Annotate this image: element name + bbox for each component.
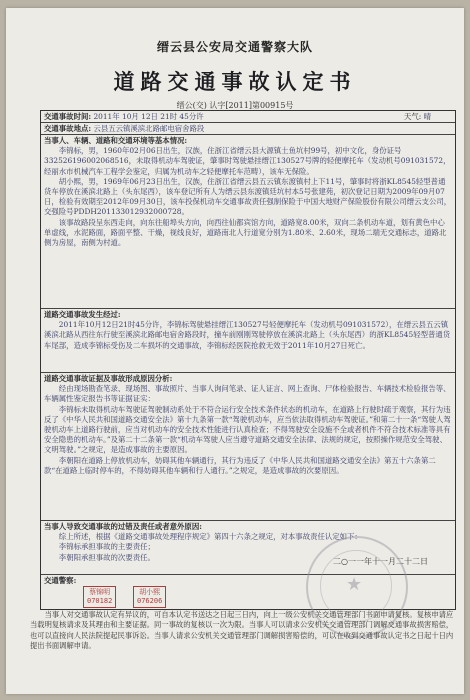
row-evidence (41, 373, 455, 521)
evidence-text-3: 李朝阳在道路上停放机动车，妨碍其他车辆通行，其行为违反了《中华人民共和国道路交通安全法》第五十六条第二款“在道路上临时停车的，不得妨碍其他车辆和行人通行。”之规定，是造成事故的次要原因。 (44, 455, 436, 475)
process-text: 2011年10月12日21时45分许，李锦标驾驶悬挂缙江130527号轻便摩托车（发动机号091031572），在缙云县五云镇溪滨北路从西往东行驶至溪滨北路邮电宿舍路段时，撞车前刚刚驾驶停放在溪滨北路上（头东尾西）的浙KL8545轻型普通货车尾部，造成李锦标受伤及二车损坏的交通事故，李锦标经医院抢救无效于2011年10月27日死亡。 (44, 320, 451, 350)
place-label: 交通事故地点: (44, 124, 92, 133)
row-parties (41, 135, 455, 309)
responsibility-text-3: 李朝阳承担事故的次要责任。 (58, 552, 155, 562)
row-time (41, 111, 455, 123)
time-label: 交通事故时间: (44, 112, 92, 121)
row-place (41, 123, 455, 135)
officer-1-badge: 070182 (87, 597, 113, 605)
officer-1-name: 蔡锦明 (89, 588, 111, 596)
officer-2-name: 胡小熙 (139, 588, 161, 596)
officer-2-badge: 076206 (137, 597, 163, 605)
appeal-notice: 当事人对交通事故认定有异议的，可自本认定书送达之日起三日内，向上一级公安机关交通管理部门书面申请复核。复核申请应当载明复核请求及其理由和主要证据。同一事故的复核以一次为限。当事人可以请求公安机关交通管理部门调解交通事故损害赔偿，也可以直接向人民法院提起民事诉讼。当事人请求公安机关交通管理部门调解损害赔偿的，可以在收到交通事故认定书之日起十日内提出书面调解申请。 (30, 610, 454, 650)
weather-label: 天气: (403, 112, 422, 121)
officer-stamp-2 (133, 586, 166, 608)
document-number: 缙公(交) 认字[2011]第00915号 (176, 101, 294, 110)
responsibility-text-2: 李锦标承担事故的主要责任； (58, 542, 155, 552)
process-heading: 道路交通事故发生经过: (44, 310, 121, 319)
accident-table (40, 110, 456, 610)
signatures-heading: 交通警察: (44, 576, 77, 585)
road-conditions-text: 该事故路段呈东西走向，向东往船埠头方向，向西往仙都宾馆方向，道路宽8.00米，双向二条机动车道，划有黄色中心单虚线，水泥路面，路面平整、干燥，视线良好，道路南北人行道宽分别为1.80米、2.60米，现场二端无交通标志，道路北侧为房屋，南侧为村道。 (44, 217, 447, 248)
party-1-text: 李锦标，男，1960年02月06日出生，汉族，住浙江省缙云县大源镇土鱼坑村99号，初中文化，身份证号332526196002068516，未取得机动车驾驶证，肇事时驾驶悬挂缙江130527号牌的轻便摩托车（发动机号091031572，经丽水市机械汽车工程学会鉴定，归属为机动车之轻便摩托车范畴），该车无保险。 (44, 146, 451, 176)
evidence-text-1: 经由现场勘查笔录、现场图、事故照片、当事人询问笔录、证人证言、网上查询、尸体检验报告、车辆技术检验报告等、车辆属性鉴定报告书等证据证实： (44, 384, 451, 404)
weather-cell (404, 112, 431, 122)
evidence-heading: 道路交通事故证据及事故形成原因分析: (44, 374, 173, 383)
parties-heading: 当事人、车辆、道路和交通环境等基本情况: (44, 136, 188, 145)
evidence-text-2: 李锦标未取得机动车驾驶证驾驶制动系处于不符合运行安全技术条件状态的机动车，在道路上行驶时疏于观察，其行为违反了《中华人民共和国道路交通安全法》第十九条第一款“驾驶机动车，应当依法取得机动车驾驶证。”和第二十一条“驾驶人驾驶机动车上道路行驶前，应当对机动车的安全技术性能进行认真检查；不得驾驶安全设施不全或者机件不符合技术标准等具有安全隐患的机动车。”及第二十二条第一款“机动车驾驶人应当遵守道路交通安全法律、法规的规定，按照操作规范安全驾驶、文明驾驶。”之规定，是造成事故的主要原因。 (44, 404, 451, 455)
seal-star-icon: ★ (346, 574, 363, 595)
responsibility-text-1: 综上所述，根据《道路交通事故处理程序规定》第四十六条之规定，对本事故责任认定如下： (58, 532, 362, 542)
issue-date: 二○一一年十一月二十二日 (333, 557, 428, 566)
time-value: 2011年 10月 12日 21时 45分许 (93, 112, 204, 121)
weather-value: 晴 (423, 112, 431, 121)
responsibility-heading: 当事人导致交通事故的过错及责任或者意外原因: (44, 522, 202, 531)
document-title: 道路交通事故认定书 (113, 69, 357, 94)
document-sheet (6, 8, 464, 694)
issuing-organization: 缙云县公安局交通警察大队 (156, 40, 313, 54)
place-value: 云县五云镇溪滨北路邮电宿舍路段 (93, 124, 205, 133)
party-2-text: 胡小熙，男，1969年06月23日出生，汉族，住浙江省缙云县五云镇东渡镇村上下11号，肇事时将浙KL8545轻型普通货车停放在溪滨北路上（头东尾西），该车登记所有人为缙云县东渡镇廷坑村本5号张建苑，初次登记日期为2009年09月07日，检验有效期至2012年09月30日，该车投保机动车交通事故责任强制保险于中国大地财产保险股份有限公司缙云支公司，交强险号PDDH201133012932000728。 (44, 176, 452, 217)
row-process (41, 309, 455, 373)
officer-stamp-1 (83, 586, 116, 608)
